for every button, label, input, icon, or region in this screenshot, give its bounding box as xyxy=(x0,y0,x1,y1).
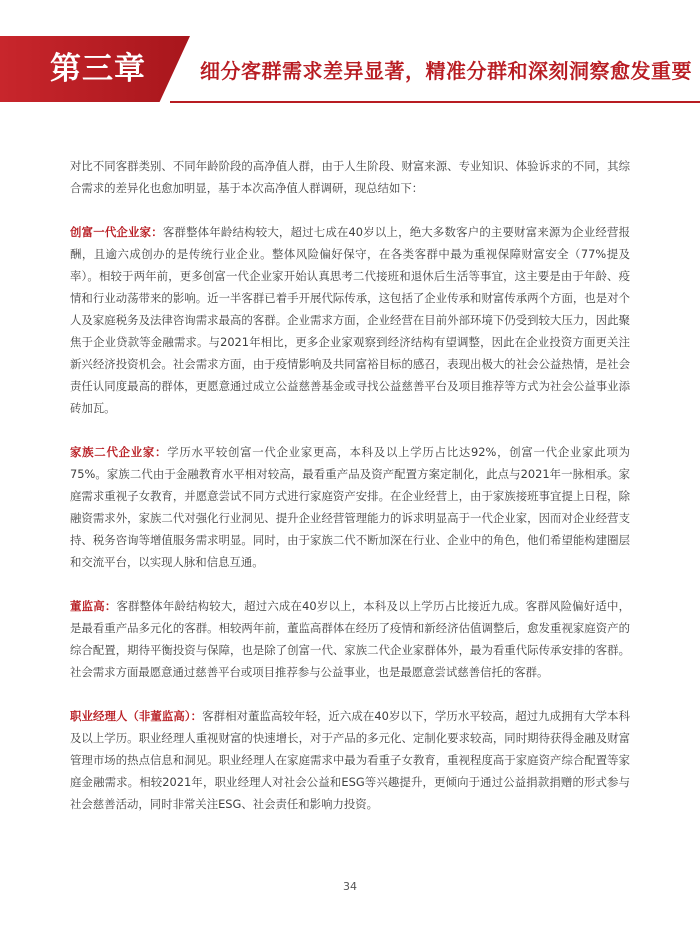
page-title: 细分客群需求差异显著，精准分群和深刻洞察愈发重要 xyxy=(200,59,692,83)
section-lead: 家族二代企业家： xyxy=(70,445,168,459)
header-divider xyxy=(170,101,700,103)
page-number: 34 xyxy=(343,880,357,893)
section-paragraph xyxy=(70,705,630,815)
section-paragraph xyxy=(70,441,630,573)
section-body: 学历水平较创富一代企业家更高，本科及以上学历占比达92%，创富一代企业家此项为75%。家族二代由于金融教育水平相对较高，最看重产品及资产配置方案定制化，此点与2021年一脉相承。家庭需求重视子女教育，并愿意尝试不同方式进行家庭资产安排。在企业经营上，由于家族接班事宜提上日程，除融资需求外，家族二代对强化行业洞见、提升企业经营管理能力的诉求明显高于一代企业家，因而对企业经营支持、税务咨询等增值服务需求明显。同时，由于家族二代不断加深在行业、企业中的角色，他们希望能构建圈层和交流平台，以实现人脉和信息互通。 xyxy=(70,445,630,569)
section-body: 客群整体年龄结构较大，超过六成在40岁以上，本科及以上学历占比接近九成。客群风险偏好适中，是最看重产品多元化的客群。相较两年前，董监高群体在经历了疫情和新经济估值调整后，愈发重视家庭资产的综合配置，期待平衡投资与保障，也是除了创富一代、家族二代企业家群体外，最为看重代际传承安排的客群。社会需求方面最愿意通过慈善平台或项目推荐参与公益事业，也是最愿意尝试慈善信托的客群。 xyxy=(70,599,630,679)
section-lead: 职业经理人（非董监高）： xyxy=(70,709,203,723)
chapter-label: 第三章 xyxy=(50,51,146,87)
section-paragraph xyxy=(70,595,630,683)
section-body: 客群相对董监高较年轻，近六成在40岁以下，学历水平较高，超过九成拥有大学本科及以上学历。职业经理人重视财富的快速增长，对于产品的多元化、定制化要求较高，同时期待获得金融及财富管理市场的热点信息和洞见。职业经理人在家庭需求中最为看重子女教育，重视程度高于家庭资产综合配置等家庭金融需求。相较2021年，职业经理人对社会公益和ESG等兴趣提升，更倾向于通过公益捐款捐赠的形式参与社会慈善活动，同时非常关注ESG、社会责任和影响力投资。 xyxy=(70,709,630,811)
section-lead: 董监高： xyxy=(70,599,117,613)
section-paragraph xyxy=(70,221,630,419)
document-body xyxy=(70,155,630,837)
section-body: 客群整体年龄结构较大，超过七成在40岁以上，绝大多数客户的主要财富来源为企业经营报酬，且逾六成创办的是传统行业企业。整体风险偏好保守，在各类客群中最为重视保障财富安全（77%提及率）。相较于两年前，更多创富一代企业家开始认真思考二代接班和退休后生活等事宜，这主要是由于年龄、疫情和行业动荡带来的影响。近一半客群已着手开展代际传承，这包括了企业传承和财富传承两个方面，也是对个人及家庭税务及法律咨询需求最高的客群。企业需求方面，企业经营在目前外部环境下仍受到较大压力，因此聚焦于企业贷款等金融需求。与2021年相比，更多企业家观察到经济结构有望调整，因此在企业投资方面更关注新兴经济投资机会。社会需求方面，由于疫情影响及共同富裕目标的感召，表现出极大的社会公益热情，是社会责任认同度最高的群体，更愿意通过成立公益慈善基金或寻找公益慈善平台及项目推荐等方式为社会公益事业添砖加瓦。 xyxy=(70,225,630,415)
intro-paragraph: 对比不同客群类别、不同年龄阶段的高净值人群，由于人生阶段、财富来源、专业知识、体验诉求的不同，其综合需求的差异化也愈加明显，基于本次高净值人群调研，现总结如下： xyxy=(70,159,630,195)
section-lead: 创富一代企业家： xyxy=(70,225,163,239)
